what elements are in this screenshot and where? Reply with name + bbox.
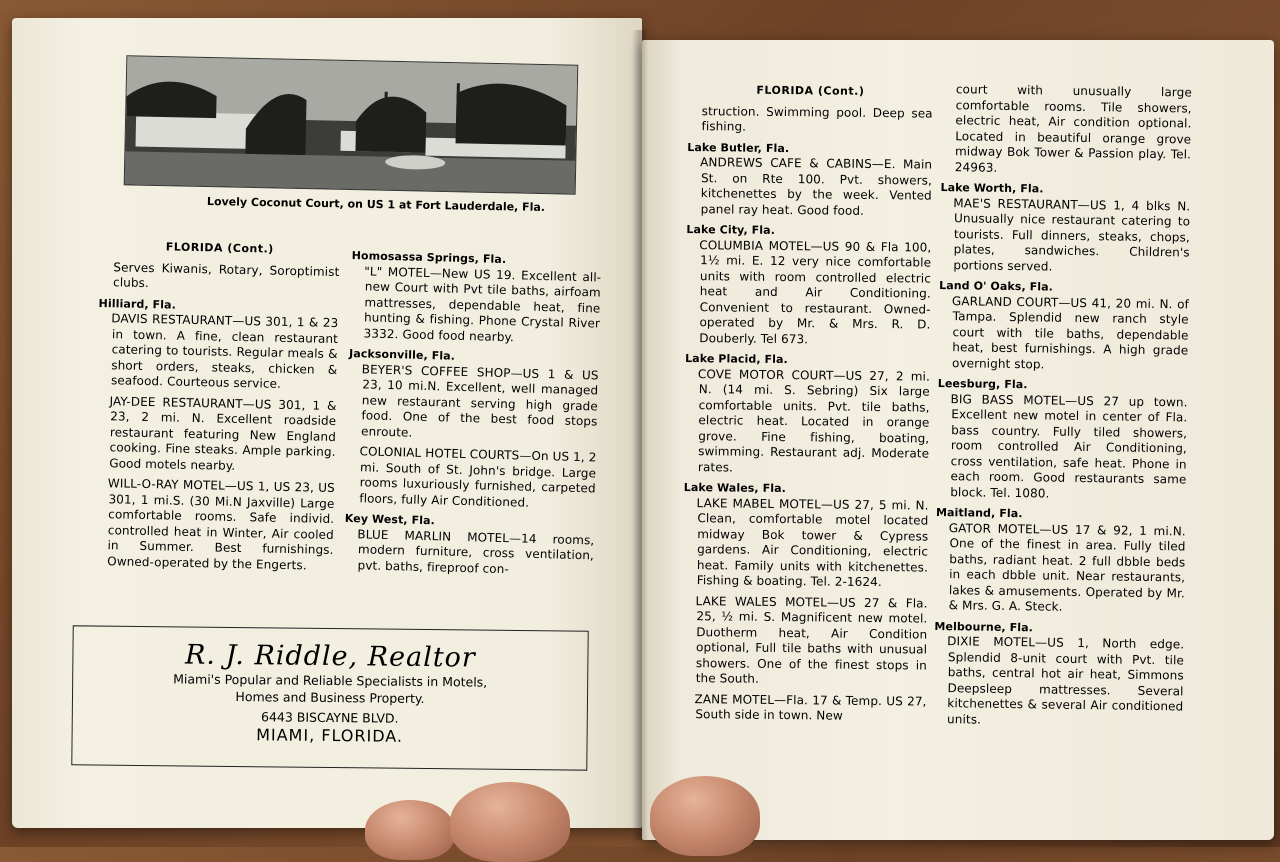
continued-text: Serves Kiwanis, Rotary, Soroptimist clubs. (112, 259, 340, 291)
city-heading: Maitland, Fla. (935, 505, 1023, 521)
right-column-1 (681, 82, 933, 730)
ad-address: 6443 BISCAYNE BLVD. (260, 709, 399, 726)
continued-text: struction. Swimming pool. Deep sea fishing. (701, 103, 933, 134)
continued-text: court with unusually large comfortable rooms. Tile showers, electric heat, Air condition optional. Located in beautiful orange grove midway Bok Tower & Passion play. Tel. 24963. (954, 82, 1192, 175)
listing-entry: "L" MOTEL—New US 19. Excellent all-new Court with Pvt tile baths, airfoam mattresses, dependable heat, fine hunting & fishing. Phone Crystal River 3332. Good food nearby. (363, 263, 602, 344)
thumb-right (650, 776, 760, 856)
city-heading: Hilliard, Fla. (98, 296, 177, 312)
left-column-1 (93, 238, 340, 579)
listing-entry: GATOR MOTEL—US 17 & 92, 1 mi.N. One of the finest in area. Fully tiled baths, radiant heat. 2 full dbble beds in each dbble unit. Near restaurants, lakes & amusements. Operated by Mr. & Mrs. G. A. Steck. (948, 520, 1186, 614)
section-header: FLORIDA (Cont.) (756, 83, 865, 98)
realtor-ad-box (71, 625, 588, 770)
city-heading: Key West, Fla. (344, 511, 436, 528)
listing-entry: WILL-O-RAY MOTEL—US 1, US 23, US 301, 1 mi.S. (30 Mi.N Jaxville) Large comfortable rooms. Safe individ. controlled heat in Winter, Air cooled in Summer. Best furnishings. Owned-operated by the Engerts. (107, 476, 335, 572)
ad-tagline-2: Homes and Business Property. (235, 689, 425, 706)
listing-entry: BLUE MARLIN MOTEL—14 rooms, modern furniture, cross ventilation, pvt. baths, fireproof con- (357, 526, 595, 576)
ad-tagline-1: Miami's Popular and Reliable Specialists in Motels, (173, 671, 488, 690)
listing-entry: LAKE WALES MOTEL—US 27 & Fla. 25, ½ mi. S. Magnificent new motel. Duotherm heat, Air Condition optional, Full tile baths with unusual showers. One of the finest stops in the South. (695, 593, 928, 686)
left-column-2 (343, 244, 602, 584)
right-column-2 (933, 82, 1192, 735)
thumb-center (450, 782, 570, 862)
listing-entry: GARLAND COURT—US 41, 20 mi. N. of Tampa. Splendid new ranch style court with tile baths, dependable heat, best furnishings. A high grade overnight stop. (951, 293, 1190, 371)
city-heading: Lake Placid, Fla. (685, 351, 788, 367)
listing-entry: DAVIS RESTAURANT—US 301, 1 & 23 in town. A fine, clean restaurant catering to tourists. Regular meals & short orders, steaks, chicken & seafood. Courteous service. (110, 311, 339, 391)
listing-entry: ZANE MOTEL—Fla. 17 & Temp. US 27, South side in town. New (694, 691, 927, 723)
thumb-left (365, 800, 455, 860)
city-heading: Lake Worth, Fla. (940, 180, 1044, 196)
city-heading: Homosassa Springs, Fla. (351, 248, 507, 267)
city-heading: Lake Butler, Fla. (687, 140, 790, 155)
city-heading: Land O' Oaks, Fla. (939, 278, 1054, 294)
city-heading: Melbourne, Fla. (934, 619, 1034, 634)
listing-entry: COLUMBIA MOTEL—US 90 & Fla 100, 1½ mi. E. 12 very nice comfortable units with room controlled electric heat and Air Conditioning. Convenient to restaurant. Owned-operated by Mr. & Mrs. R. D. Douberly. Tel 673. (699, 237, 932, 346)
ad-city: MIAMI, FLORIDA. (256, 725, 404, 746)
listing-entry: ANDREWS CAFE & CABINS—E. Main St. on Rte 100. Pvt. showers, kitchenettes by the week. Vented panel ray heat. Good food. (700, 155, 933, 218)
listing-entry: COLONIAL HOTEL COURTS—On US 1, 2 mi. South of St. John's bridge. Large rooms luxuriously furnished, carpeted floors, fully Air Conditioned. (359, 444, 597, 510)
coconut-court-photo (124, 55, 579, 194)
listing-entry: LAKE MABEL MOTEL—US 27, 5 mi. N. Clean, comfortable motel located midway Bok tower & Cypress gardens. Air Conditioning, electric heat. Family units with kitchenettes. Fishing & boating. Tel. 2-1624. (696, 495, 929, 590)
realtor-name: R. J. Riddle, Realtor (184, 639, 476, 674)
city-heading: Lake Wales, Fla. (683, 480, 787, 496)
city-heading: Lake City, Fla. (686, 222, 776, 237)
listing-entry: DIXIE MOTEL—US 1, North edge. Splendid 8-unit court with Pvt. tile baths, central hot air heat, Simmons Deepsleep mattresses. Several kitchenettes & several Air conditioned units. (947, 634, 1185, 727)
listing-entry: BEYER'S COFFEE SHOP—US 1 & US 23, 10 mi.N. Excellent, well managed new restaurant serving high grade food. One of the best food stops enroute. (360, 361, 599, 440)
city-heading: Leesburg, Fla. (937, 376, 1028, 392)
listing-entry: JAY-DEE RESTAURANT—US 301, 1 & 23, 2 mi. N. Excellent roadside restaurant featuring New England cooking. Fine steaks. Ample parking. Good motels nearby. (109, 393, 337, 473)
book-gutter (632, 30, 648, 840)
photo-caption: Lovely Coconut Court, on US 1 at Fort Lauderdale, Fla. (206, 195, 546, 214)
listing-entry: COVE MOTOR COURT—US 27, 2 mi. N. (14 mi. S. Sebring) Six large comfortable units. Pvt. tile baths, electric heat. Located in orange grove. Fine fishing, boating, swimming. Restaurant adj. Moderate rates. (697, 366, 931, 474)
city-heading: Jacksonville, Fla. (348, 346, 456, 363)
section-header: FLORIDA (Cont.) (165, 240, 274, 256)
listing-entry: BIG BASS MOTEL—US 27 up town. Excellent new motel in center of Fla. bass country. Fully tiled showers, room controlled Air Conditioning, cross ventilation, safe heat. Phone in each room. Good restaurants same block. Tel. 1080. (950, 391, 1188, 501)
listing-entry: MAE'S RESTAURANT—US 1, 4 blks N. Unusually nice restaurant catering to tourists. Full dinners, steaks, chops, plates, sandwiches. Children's portions served. (953, 195, 1191, 274)
